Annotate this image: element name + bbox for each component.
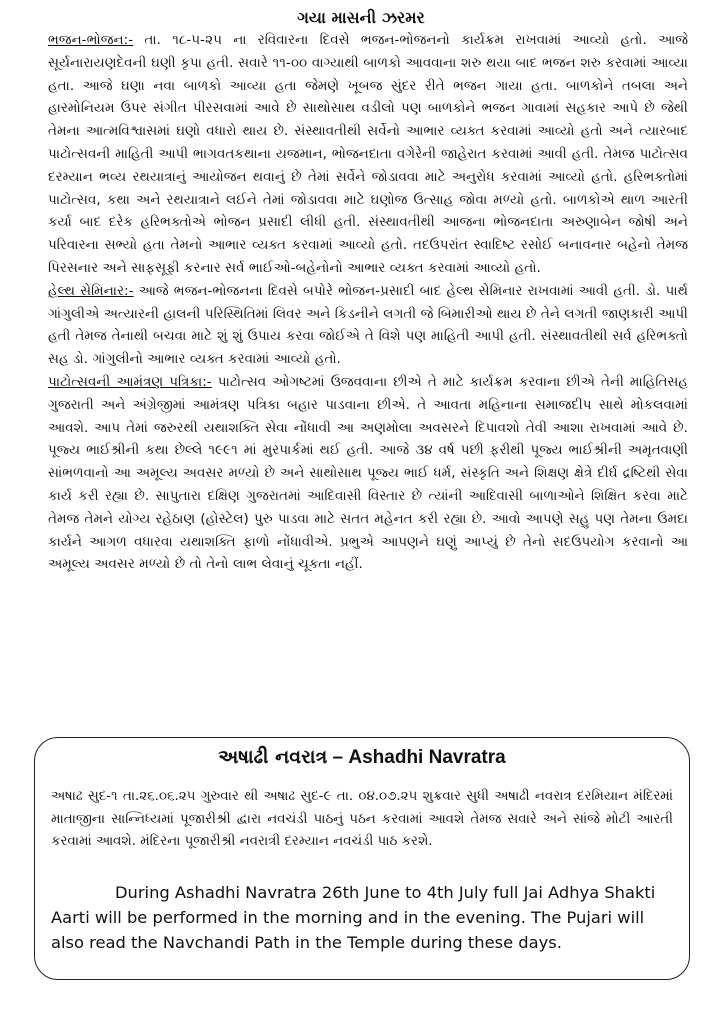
notice-title-separator: – bbox=[327, 747, 349, 768]
section-text: આજે ભજન-ભોજનના દિવસે બપોરે ભોજન-પ્રસાદી બાદ હેલ્થ સેમિનાર રાખવામાં આવી હતી. ડો. પાર્થ ગાંગુલીએ અત્યારની હાલની પરિસ્થિતિમાં લિવર અને કિડનીને લગતી જે બિમારીઓ થાય છે તેને લગતી જાણકારી આપી હતી તેમજ તેનાથી બચવા માટે શું શું ઉપાય કરવા જોઈએ તે વિશે પણ માહિતી આપી હતી. સંસ્થાવતીથી સર્વ હરિભક્તો સહ ડો. ગાંગુલીનો આભાર વ્યક્ત કરવામાં આવ્યો હતો. bbox=[48, 283, 688, 368]
notice-title-english: Ashadhi Navratra bbox=[348, 747, 506, 768]
notice-text-english: During Ashadhi Navratra 26th June to 4th July full Jai Adhya Shakti Aarti will be performed in the morning and in the evening. The Pujari will also read the Navchandi Path in the Temple during these days. bbox=[51, 883, 656, 952]
section-text: પાટોત્સવ ઓગષ્ટમાં ઉજવવાના છીએ તે માટે કાર્યક્રમ કરવાના છીએ તેની માહિતિસહ ગુજરાતી અને અંગ્રેજીમાં આમંત્રણ પત્રિકા બહાર પાડવાના છીએ. તે આવતા મહિનાના સમાજદીપ સાથે મોકલવામાં આવશે. આપ તેમાં જરુરથી યથાશક્તિ સેવા નોંધાવી આ અણમોલા અવસરને દિપાવશો તેવી આશા રાખવામાં આવે છે. પૂજ્ય ભાઈશ્રીની કથા છેલ્લે ૧૯૯૧ માં મુરપાર્કમાં થઈ હતી. આજે ૩૪ વર્ષ પછી ફરીથી પૂજ્ય ભાઈશ્રીની અમૃતવાણી સાંભળવાનો આ અમૂલ્ય અવસર મળ્યો છે અને સાથોસાથ પૂજ્ય ભાઈ ધર્મ, સંસ્કૃતિ અને શિક્ષણ ક્ષેત્રે દીર્ઘ દ્રષ્ટિથી સેવા કાર્ય કરી રહ્યા છે. સાપુતારા દક્ષિણ ગુજરાતમાં આદિવાસી વિસ્તાર છે ત્યાંની આદિવાસી બાળાઓને શિક્ષિત કરવા માટે તેમજ તેમને યોગ્ય રહેઠાણ (હોસ્ટેલ) પુરુ પાડવા માટે સતત મહેનત કરી રહ્યા છે. આવો આપણે સહુ પણ તેમના ઉમદા કાર્યને આગળ વધારવા યથાશક્તિ ફાળો નોંધાવીએ. પ્રભુએ આપણને ઘણું આપ્યું છે તેનો સદઉપયોગ કરવાનો આ અમૂલ્ય અવસર મળ્યો છે તો તેનો લાભ લેવાનું ચૂકતા નહીં. bbox=[48, 374, 688, 573]
page-title: ગયા માસની ઝરમર bbox=[297, 8, 425, 27]
section-health-seminar bbox=[48, 281, 688, 372]
section-heading: ભજન-ભોજન:- bbox=[48, 33, 134, 48]
section-heading: પાટોત્સવની આમંત્રણ પત્રિકા:- bbox=[48, 374, 212, 390]
navratra-notice-box bbox=[34, 737, 690, 980]
notice-title bbox=[35, 746, 689, 769]
section-invitation-card bbox=[48, 372, 688, 577]
article-body bbox=[48, 30, 688, 577]
notice-text-gujarati: અષાઢ સુદ-૧ તા.૨૬.૦૬.૨૫ ગુરુવાર થી અષાઢ સુદ-૯ તા. ૦૪.૦૭.૨૫ શુક્રવાર સુધી અષાઢી નવરાત્ર દરમિયાન મંદિરમાં માતાજીના સાન્નિધ્યમાં પૂજારીશ્રી દ્વારા નવચંડી પાઠનું પઠન કરવામાં આવશે તેમજ સવારે અને સાંજે મોટી આરતી કરવામાં આવશે. મંદિરના પૂજારીશ્રી નવરાત્રી દરમ્યાન નવચંડી પાઠ કરશે. bbox=[51, 789, 673, 849]
section-text: તા. ૧૮-૫-૨૫ ના રવિવારના દિવસે ભજન-ભોજનનો કાર્યક્રમ રાખવામાં આવ્યો હતો. આજે સૂર્યનારાયણદેવની ઘણી કૃપા હતી. સવારે ૧૧-૦૦ વાગ્યાથી બાળકો આવવાના શરુ થયા બાદ ભજન શરુ કરવામાં આવ્યા હતા. આજે ઘણા નવા બાળકો આવ્યા હતા જેમણે ખૂબજ સુંદર રીતે ભજન ગાયા હતા. બાળકોને તબલા અને હારમોનિયમ ઉપર સંગીત પીરસવામાં આવે છે સાથોસાથ વડીલો પણ બાળકોને ભજન ગાવામાં સહકાર આપે છે જેથી તેમના આત્મવિશ્વાસમાં ઘણો વધારો થાય છે. સંસ્થાવતીથી સર્વેનો આભાર વ્યક્ત કરવામાં આવ્યો હતો અને ત્યારબાદ પાટોત્સવની માહિતી આપી ભાગવતકથાના યજમાન, ભોજનદાતા વગેરેની જાહેરાત કરવામાં આવી હતી. તેમજ પાટોત્સવ દરમ્યાન ભવ્ય રથયાત્રાનું આયોજન થવાનું છે તેમાં સર્વેને જોડાવવા માટે અનુરોધ કરવામાં આવ્યો હતો. હરિભક્તોમાં પાટોત્સવ, કથા અને રથયાત્રાને લઈને તેમાં જોડાવવા માટે ઘણોજ ઉત્સાહ જોવા મળ્યો હતો. બાળકોએ થાળ આરતી કર્યા બાદ દરેક હરિભક્તોએ ભોજન પ્રસાદી લીધી હતી. સંસ્થાવતીથી આજના ભોજનદાતા અરુણાબેન જોષી અને પરિવારના સભ્યો હતા તેમનો આભાર વ્યક્ત કરવામાં આવ્યો હતો. તદઉપરાંત સ્વાદિષ્ટ રસોઈ બનાવનાર બહેનો તેમજ પિરસનાર અને સાફસૂફી કરનાર સર્વ ભાઈઓ-બહેનોનો આભાર વ્યક્ત કરવામાં આવ્યો હતો. bbox=[48, 33, 688, 276]
section-heading: હેલ્થ સેમિનાર:- bbox=[48, 283, 134, 299]
notice-title-gujarati: અષાઢી નવરાત્ર bbox=[218, 746, 328, 768]
section-bhajan-bhojan bbox=[48, 30, 688, 281]
